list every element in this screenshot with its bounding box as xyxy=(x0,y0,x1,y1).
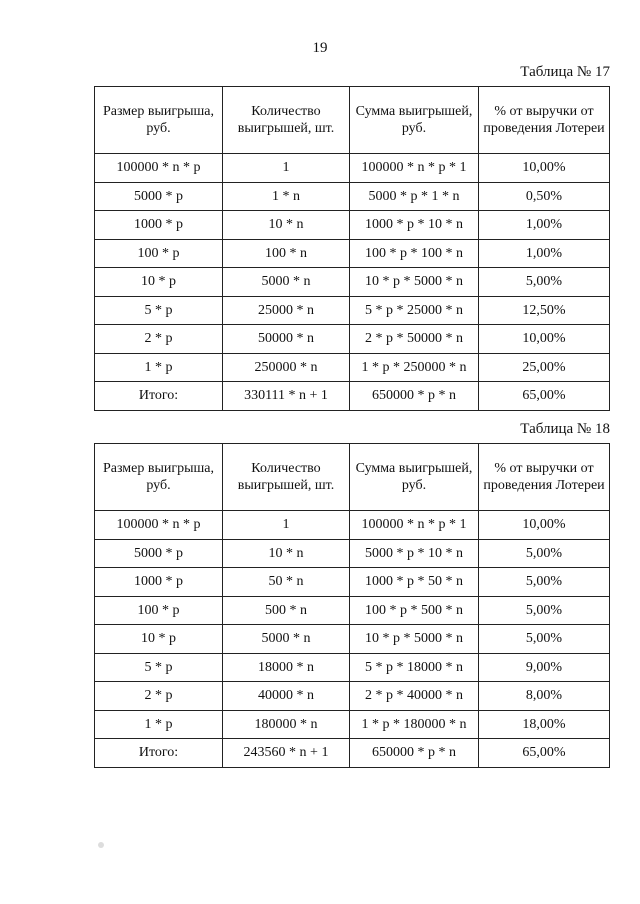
table-17 xyxy=(94,86,610,411)
cell-prize-count: 1 * n xyxy=(223,182,350,211)
cell-revenue-percent: 5,00% xyxy=(479,268,610,297)
cell-prize-count: 250000 * n xyxy=(223,353,350,382)
cell-prize-count: 500 * n xyxy=(223,596,350,625)
header-prize-sum: Сумма выигрышей, руб. xyxy=(350,444,479,511)
cell-revenue-percent: 8,00% xyxy=(479,682,610,711)
table-row xyxy=(95,325,610,354)
cell-revenue-percent: 5,00% xyxy=(479,625,610,654)
table-header-row xyxy=(95,444,610,511)
cell-prize-count: 180000 * n xyxy=(223,710,350,739)
total-row xyxy=(95,739,610,768)
cell-prize-sum: 650000 * p * n xyxy=(350,382,479,411)
cell-prize-size: 1000 * p xyxy=(95,211,223,240)
cell-prize-count: 10 * n xyxy=(223,211,350,240)
cell-prize-sum: 5 * p * 25000 * n xyxy=(350,296,479,325)
header-prize-sum: Сумма выигрышей, руб. xyxy=(350,87,479,154)
cell-prize-count: 10 * n xyxy=(223,539,350,568)
header-revenue-percent: % от выручки от проведения Лотереи xyxy=(479,87,610,154)
cell-prize-size: 1000 * p xyxy=(95,568,223,597)
cell-prize-count: 330111 * n + 1 xyxy=(223,382,350,411)
cell-prize-count: 1 xyxy=(223,511,350,540)
table-18-caption: Таблица № 18 xyxy=(520,421,610,437)
cell-prize-sum: 5 * p * 18000 * n xyxy=(350,653,479,682)
cell-prize-size: 2 * p xyxy=(95,682,223,711)
cell-prize-size: 100 * p xyxy=(95,596,223,625)
cell-revenue-percent: 10,00% xyxy=(479,154,610,183)
cell-revenue-percent: 65,00% xyxy=(479,382,610,411)
cell-prize-sum: 100000 * n * p * 1 xyxy=(350,154,479,183)
cell-prize-count: 5000 * n xyxy=(223,268,350,297)
cell-prize-size: 100000 * n * p xyxy=(95,511,223,540)
cell-prize-sum: 1000 * p * 10 * n xyxy=(350,211,479,240)
table-17-caption: Таблица № 17 xyxy=(520,64,610,80)
cell-prize-sum: 10 * p * 5000 * n xyxy=(350,625,479,654)
cell-prize-size: 100000 * n * p xyxy=(95,154,223,183)
header-prize-size: Размер выигрыша, руб. xyxy=(95,87,223,154)
cell-prize-count: 1 xyxy=(223,154,350,183)
cell-prize-count: 50000 * n xyxy=(223,325,350,354)
cell-revenue-percent: 65,00% xyxy=(479,739,610,768)
total-row xyxy=(95,382,610,411)
cell-prize-sum: 1 * p * 180000 * n xyxy=(350,710,479,739)
cell-prize-count: 25000 * n xyxy=(223,296,350,325)
table-row xyxy=(95,182,610,211)
cell-prize-count: 100 * n xyxy=(223,239,350,268)
cell-revenue-percent: 5,00% xyxy=(479,596,610,625)
cell-prize-sum: 1000 * p * 50 * n xyxy=(350,568,479,597)
header-prize-count: Количество выигрышей, шт. xyxy=(223,87,350,154)
cell-prize-size: 1 * p xyxy=(95,710,223,739)
table-row xyxy=(95,239,610,268)
cell-revenue-percent: 10,00% xyxy=(479,325,610,354)
cell-revenue-percent: 9,00% xyxy=(479,653,610,682)
cell-revenue-percent: 10,00% xyxy=(479,511,610,540)
cell-prize-sum: 5000 * p * 10 * n xyxy=(350,539,479,568)
cell-prize-count: 40000 * n xyxy=(223,682,350,711)
cell-revenue-percent: 12,50% xyxy=(479,296,610,325)
table-row xyxy=(95,625,610,654)
cell-prize-sum: 5000 * p * 1 * n xyxy=(350,182,479,211)
cell-prize-count: 243560 * n + 1 xyxy=(223,739,350,768)
cell-prize-size: Итого: xyxy=(95,382,223,411)
cell-prize-size: Итого: xyxy=(95,739,223,768)
cell-revenue-percent: 25,00% xyxy=(479,353,610,382)
table-row xyxy=(95,710,610,739)
table-row xyxy=(95,268,610,297)
cell-prize-count: 18000 * n xyxy=(223,653,350,682)
cell-prize-count: 50 * n xyxy=(223,568,350,597)
table-row xyxy=(95,511,610,540)
cell-prize-size: 10 * p xyxy=(95,268,223,297)
cell-prize-sum: 100 * p * 500 * n xyxy=(350,596,479,625)
header-prize-size: Размер выигрыша, руб. xyxy=(95,444,223,511)
cell-prize-size: 1 * p xyxy=(95,353,223,382)
cell-prize-size: 5000 * p xyxy=(95,182,223,211)
header-prize-count: Количество выигрышей, шт. xyxy=(223,444,350,511)
table-row xyxy=(95,653,610,682)
scan-dot xyxy=(98,842,104,848)
header-revenue-percent: % от выручки от проведения Лотереи xyxy=(479,444,610,511)
cell-prize-count: 5000 * n xyxy=(223,625,350,654)
table-row xyxy=(95,596,610,625)
table-row xyxy=(95,296,610,325)
cell-prize-size: 5000 * p xyxy=(95,539,223,568)
cell-prize-size: 2 * p xyxy=(95,325,223,354)
table-row xyxy=(95,568,610,597)
table-header-row xyxy=(95,87,610,154)
table-row xyxy=(95,682,610,711)
cell-prize-sum: 650000 * p * n xyxy=(350,739,479,768)
cell-prize-sum: 100 * p * 100 * n xyxy=(350,239,479,268)
cell-revenue-percent: 1,00% xyxy=(479,239,610,268)
cell-prize-size: 5 * p xyxy=(95,653,223,682)
cell-revenue-percent: 5,00% xyxy=(479,568,610,597)
cell-prize-size: 5 * p xyxy=(95,296,223,325)
cell-revenue-percent: 18,00% xyxy=(479,710,610,739)
table-row xyxy=(95,539,610,568)
page-number: 19 xyxy=(312,40,328,56)
table-18 xyxy=(94,443,610,768)
cell-prize-size: 100 * p xyxy=(95,239,223,268)
cell-prize-sum: 1 * p * 250000 * n xyxy=(350,353,479,382)
cell-prize-sum: 10 * p * 5000 * n xyxy=(350,268,479,297)
cell-prize-size: 10 * p xyxy=(95,625,223,654)
cell-prize-sum: 2 * p * 50000 * n xyxy=(350,325,479,354)
cell-revenue-percent: 1,00% xyxy=(479,211,610,240)
table-row xyxy=(95,353,610,382)
table-row xyxy=(95,211,610,240)
cell-revenue-percent: 5,00% xyxy=(479,539,610,568)
table-row xyxy=(95,154,610,183)
cell-revenue-percent: 0,50% xyxy=(479,182,610,211)
cell-prize-sum: 2 * p * 40000 * n xyxy=(350,682,479,711)
cell-prize-sum: 100000 * n * p * 1 xyxy=(350,511,479,540)
